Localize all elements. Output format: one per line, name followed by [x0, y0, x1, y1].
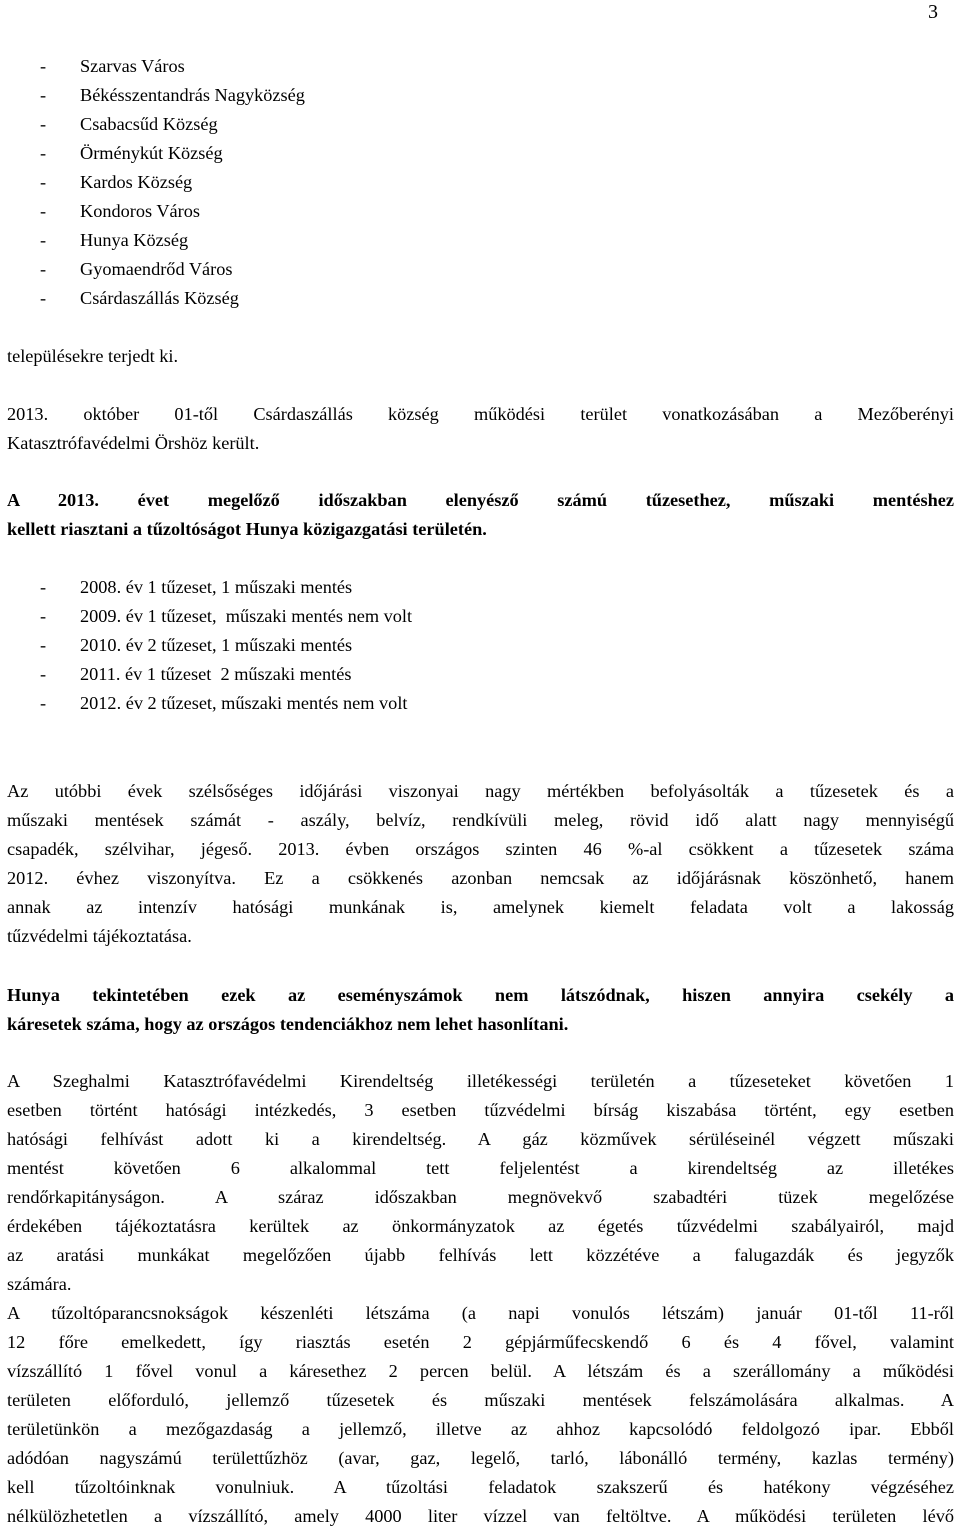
settlement-name: Csárdaszállás Község	[80, 288, 239, 308]
list-item	[40, 602, 412, 631]
paragraph-line: 2012. évhez viszonyítva. Ez a csökkenés azonban nemcsak az időjárásnak köszönhető, hanem	[7, 868, 954, 888]
list-dash: -	[40, 288, 47, 308]
list-item	[40, 197, 305, 226]
paragraph-line: Az utóbbi évek szélsőséges időjárási viszonyai nagy mértékben befolyásolták a tűzesetek és a	[7, 781, 954, 801]
list-item	[40, 284, 305, 313]
list-item	[40, 573, 412, 602]
year-label: 2009.	[80, 606, 122, 626]
settlement-name: Békésszentandrás Nagyközség	[80, 85, 305, 105]
list-item	[40, 81, 305, 110]
year-list	[40, 573, 412, 718]
list-item	[40, 631, 412, 660]
list-dash: -	[40, 85, 47, 105]
paragraph-bold-hunya	[7, 981, 954, 1039]
list-dash: -	[40, 664, 47, 684]
paragraph-line: Hunya tekintetében ezek az eseményszámok nem látszódnak, hiszen annyira csekély a	[7, 985, 954, 1005]
list-dash: -	[40, 114, 47, 134]
paragraph-line: területünkön a mezőgazdaság a jellemző, illetve az ahhoz kapcsolódó feldolgozó ipar. Ebből	[7, 1419, 954, 1439]
paragraph-bold-intro	[7, 486, 954, 544]
list-item	[40, 110, 305, 139]
paragraph-line: mentést követően 6 alkalommal tett feljelentést a kirendeltség az illetékes	[7, 1158, 954, 1178]
settlement-list	[40, 52, 305, 313]
list-dash: -	[40, 201, 47, 221]
year-label: 2008.	[80, 577, 122, 597]
paragraph-line: számára.	[7, 1274, 72, 1294]
paragraph-line: nélkülözhetetlen a vízszállító, amely 4000 liter vízzel van feltöltve. A működési területen lévő	[7, 1506, 954, 1526]
list-dash: -	[40, 259, 47, 279]
paragraph-line: kellett riasztani a tűzoltóságot Hunya közigazgatási területén.	[7, 519, 487, 539]
list-item	[40, 139, 305, 168]
paragraph-line: érdekében tájékoztatásra kerültek az önkormányzatok az égetés tűzvédelmi szabályairól, majd	[7, 1216, 954, 1236]
list-dash: -	[40, 56, 47, 76]
paragraph-line: Katasztrófavédelmi Örshöz került.	[7, 433, 260, 453]
paragraph-line: A tűzoltóparancsnokságok készenléti létszáma (a napi vonulós létszám) január 01-től 11-ről	[7, 1303, 954, 1323]
year-text: év 2 tűzeset, 1 műszaki mentés	[125, 635, 353, 655]
year-text: év 1 tűzeset, műszaki mentés nem volt	[125, 606, 413, 626]
paragraph-line: esetben történt hatósági intézkedés, 3 esetben tűzvédelmi bírság kiszabása történt, egy esetben	[7, 1100, 954, 1120]
paragraph-line: az aratási munkákat megelőzően újabb felhívás lett közzétéve a falugazdák és jegyzők	[7, 1245, 954, 1265]
list-dash: -	[40, 143, 47, 163]
paragraph-line: 12 főre emelkedett, így riasztás esetén 2 gépjárműfecskendő 6 és 4 fővel, valamint	[7, 1332, 954, 1352]
list-item	[40, 226, 305, 255]
paragraph-line: adódóan nagyszámú területtűzhöz (avar, gaz, legelő, tarló, lábonálló termény, kazlas termény)	[7, 1448, 954, 1468]
year-text: év 2 tűzeset, műszaki mentés nem volt	[125, 693, 408, 713]
paragraph-line: tűzvédelmi tájékoztatása.	[7, 926, 192, 946]
list-dash: -	[40, 230, 47, 250]
paragraph-line: csapadék, szélvihar, jégeső. 2013. évben országos szinten 46 %-al csökkent a tűzesetek száma	[7, 839, 954, 859]
settlement-name: Csabacsűd Község	[80, 114, 218, 134]
paragraph-szeghalmi	[7, 1067, 954, 1299]
settlement-name: Kondoros Város	[80, 201, 201, 221]
paragraph-line: hatósági felhívást adott ki a kirendeltség. A gáz közművek sérüléseinél végzett műszaki	[7, 1129, 954, 1149]
list-dash: -	[40, 577, 47, 597]
page-number: 3	[928, 1, 938, 23]
paragraph-line: A Szeghalmi Katasztrófavédelmi Kirendeltség illetékességi területén a tűzeseteket követően 1	[7, 1071, 954, 1091]
paragraph-line: kell tűzoltóinknak vonulniuk. A tűzoltási feladatok szakszerű és hatékony végzéséhez	[7, 1477, 954, 1497]
list-dash: -	[40, 606, 47, 626]
year-text: év 1 tűzeset 2 műszaki mentés	[125, 664, 352, 684]
paragraph-line: 2013. október 01-től Csárdaszállás község működési terület vonatkozásában a Mezőberényi	[7, 404, 954, 424]
list-dash: -	[40, 693, 47, 713]
settlement-name: Kardos Község	[80, 172, 193, 192]
settlement-name: Gyomaendrőd Város	[80, 259, 233, 279]
list-item	[40, 689, 412, 718]
list-item	[40, 168, 305, 197]
settlement-name: Örménykút Község	[80, 143, 223, 163]
year-text: év 1 tűzeset, 1 műszaki mentés	[125, 577, 353, 597]
list-item	[40, 255, 305, 284]
paragraph-line: vízszállító 1 fővel vonul a káresethez 2 percen belül. A létszám és a szerállomány a működési	[7, 1361, 954, 1381]
paragraph-line: műszaki mentések számát - aszály, belvíz, rendkívüli meleg, rövid idő alatt nagy mennyiségű	[7, 810, 954, 830]
paragraph-line: rendőrkapitányságon. A száraz időszakban megnövekvő szabadtéri tüzek megelőzése	[7, 1187, 954, 1207]
paragraph-line: A 2013. évet megelőző időszakban elenyésző számú tűzesethez, műszaki mentéshez	[7, 490, 954, 510]
list-item	[40, 52, 305, 81]
year-label: 2010.	[80, 635, 122, 655]
paragraph-csardaszallas	[7, 400, 954, 458]
paragraph-tuzolto	[7, 1299, 954, 1531]
paragraph-line: annak az intenzív hatósági munkának is, amelynek kiemelt feladata volt a lakosság	[7, 897, 954, 917]
paragraph-line: káresetek száma, hogy az országos tendenciákhoz nem lehet hasonlítani.	[7, 1014, 569, 1034]
list-item	[40, 660, 412, 689]
settlement-name: Szarvas Város	[80, 56, 185, 76]
year-label: 2012.	[80, 693, 122, 713]
list-dash: -	[40, 172, 47, 192]
year-label: 2011.	[80, 664, 121, 684]
settlements-tail: településekre terjedt ki.	[7, 346, 179, 366]
paragraph-line: területen előforduló, jellemző tűzesetek és műszaki mentések felszámolására alkalmas. A	[7, 1390, 954, 1410]
list-dash: -	[40, 635, 47, 655]
settlement-name: Hunya Község	[80, 230, 189, 250]
paragraph-weather	[7, 777, 954, 951]
